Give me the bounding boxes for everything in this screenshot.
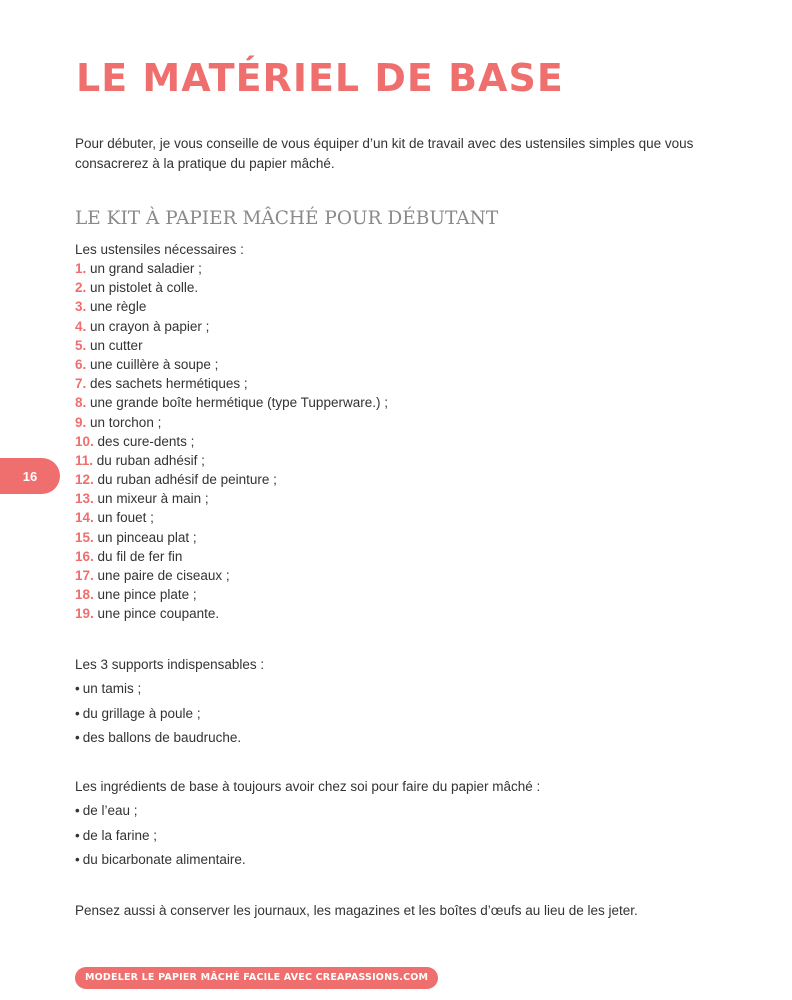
support-item — [75, 677, 241, 702]
tool-number: 1. — [75, 261, 87, 276]
tool-item — [75, 278, 388, 297]
tool-item — [75, 508, 388, 527]
ingredients-list — [75, 799, 246, 873]
closing-paragraph: Pensez aussi à conserver les journaux, les magazines et les boîtes d’œufs au lieu de les jeter. — [75, 903, 638, 918]
ingredient-item — [75, 824, 246, 849]
tool-item — [75, 297, 388, 316]
tool-text: des cure-dents ; — [97, 433, 195, 449]
tool-number: 11. — [75, 452, 94, 468]
bullet-dot: • — [75, 827, 80, 843]
tool-item — [75, 259, 388, 278]
bullet-dot: • — [75, 730, 80, 745]
intro-paragraph: Pour débuter, je vous conseille de vous équiper d’un kit de travail avec des ustensiles simples que vous consacrerez à la pratique du papier mâché. — [75, 136, 694, 171]
ingredient-item-text: de l’eau ; — [82, 803, 138, 818]
tools-list — [75, 259, 388, 624]
tool-number: 2. — [75, 280, 87, 296]
tool-text: un mixeur à main ; — [97, 491, 209, 507]
tool-number: 13. — [75, 491, 94, 507]
tool-item — [75, 528, 388, 547]
support-item-text: du grillage à poule ; — [82, 705, 201, 721]
tool-number: 19. — [75, 606, 94, 622]
ingredient-item-text: de la farine ; — [82, 827, 158, 843]
tool-text: une paire de ciseaux ; — [97, 568, 230, 583]
page-number-tab — [0, 458, 60, 494]
tool-text: un pinceau plat ; — [97, 529, 197, 545]
tool-text: un cutter — [90, 337, 143, 353]
tool-item — [75, 336, 388, 355]
bullet-dot: • — [75, 681, 80, 696]
bullet-dot: • — [75, 852, 80, 867]
tool-item — [75, 413, 388, 432]
tool-text: un grand saladier ; — [90, 261, 202, 276]
ingredient-item — [75, 799, 246, 824]
tool-text: une pince plate ; — [97, 587, 197, 603]
supports-label: Les 3 supports indispensables : — [75, 657, 265, 672]
tool-text: un crayon à papier ; — [90, 318, 210, 334]
tool-text: une cuillère à soupe ; — [90, 356, 219, 372]
ingredient-item — [75, 848, 246, 873]
tool-number: 12. — [75, 472, 94, 488]
tools-label: Les ustensiles nécessaires : — [75, 242, 244, 257]
bullet-dot: • — [75, 803, 80, 818]
tool-number: 6. — [75, 356, 87, 372]
supports-list — [75, 677, 241, 751]
page-title: LE MATÉRIEL DE BASE — [76, 56, 564, 100]
tool-text: un torchon ; — [90, 414, 162, 430]
support-item-text: un tamis ; — [82, 681, 142, 696]
tool-number: 3. — [75, 299, 87, 315]
tool-item — [75, 432, 388, 451]
tool-number: 9. — [75, 414, 87, 430]
tool-text: un pistolet à colle. — [90, 280, 199, 296]
tool-item — [75, 374, 388, 393]
tool-text: une pince coupante. — [97, 606, 220, 622]
tool-number: 7. — [75, 376, 87, 392]
tool-number: 16. — [75, 548, 94, 564]
tool-number: 15. — [75, 529, 94, 545]
tool-item — [75, 451, 388, 470]
tool-text: du ruban adhésif ; — [96, 452, 205, 468]
ingredient-item-text: du bicarbonate alimentaire. — [82, 852, 246, 867]
tool-item — [75, 393, 388, 412]
tool-text: un fouet ; — [97, 510, 154, 526]
tool-number: 14. — [75, 510, 94, 526]
tool-number: 10. — [75, 433, 94, 449]
support-item-text: des ballons de baudruche. — [82, 730, 242, 745]
ingredients-label: Les ingrédients de base à toujours avoir chez soi pour faire du papier mâché : — [75, 779, 541, 794]
tool-item — [75, 470, 388, 489]
tool-text: une règle — [90, 299, 147, 315]
footer-badge: MODELER LE PAPIER MÂCHÉ FACILE AVEC CREAPASSIONS.COM — [75, 967, 438, 989]
tool-text: une grande boîte hermétique (type Tupperware.) ; — [90, 395, 388, 411]
support-item — [75, 726, 241, 751]
tool-number: 5. — [75, 337, 87, 353]
tool-number: 8. — [75, 395, 87, 411]
tool-item — [75, 604, 388, 623]
tool-item — [75, 547, 388, 566]
tool-number: 18. — [75, 587, 94, 603]
section-subtitle: LE KIT À PAPIER MÂCHÉ POUR DÉBUTANT — [75, 208, 499, 229]
tool-item — [75, 355, 388, 374]
tool-text: du ruban adhésif de peinture ; — [97, 472, 277, 488]
tool-item — [75, 489, 388, 508]
tool-text: du fil de fer fin — [97, 548, 183, 564]
bullet-dot: • — [75, 705, 80, 721]
tool-number: 17. — [75, 568, 94, 583]
support-item — [75, 702, 241, 727]
tool-text: des sachets hermétiques ; — [90, 376, 248, 392]
page-number: 16 — [22, 468, 38, 484]
tool-item — [75, 566, 388, 585]
tool-number: 4. — [75, 318, 87, 334]
tool-item — [75, 317, 388, 336]
tool-item — [75, 585, 388, 604]
